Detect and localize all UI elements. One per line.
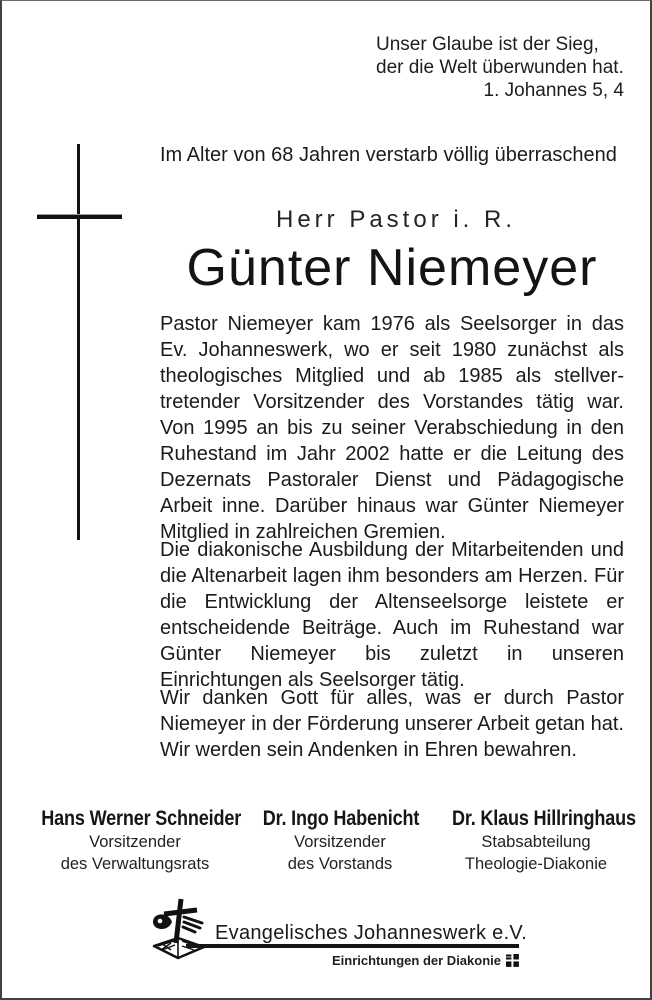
signatory-role: Vorsitzender [89,833,181,851]
logo-rule [186,944,519,948]
intro-text: Im Alter von 68 Jahren verstarb völlig überraschend [160,144,617,166]
memorial-cross-icon [77,144,80,540]
signatory-block [437,807,635,875]
memorial-cross-icon [37,215,122,219]
bible-quote-citation: 1. Johannes 5, 4 [483,80,624,101]
logo-tagline [262,953,519,968]
signatory-role: des Verwaltungsrats [60,855,210,873]
logo-tagline-text: Einrichtungen der Diakonie [331,953,501,968]
signatory-name: Hans Werner Schneider [41,807,242,830]
signatory-role: Theologie-Diakonie [464,855,608,873]
organization-name: Evangelisches Johanneswerk e.V. [215,922,528,944]
obituary-paragraph: Die diakonische Ausbildung der Mitarbeitenden und die Altenarbeit lagen ihm besonders am Herzen. Für die Entwicklung der Altenseelsorge leistete er entscheidende Beiträge. Auch im Ruhestand war Günter Niemeyer bis zuletzt in unseren Einrichtungen als Seelsorger tätig. [160,539,624,691]
signatory-block [25,807,245,875]
signatory-name: Dr. Ingo Habenicht [262,807,420,830]
obituary-paragraph: Wir danken Gott für alles, was er durch Pastor Niemeyer in der Förderung unserer Arbeit getan hat. Wir werden sein Andenken in Ehren bewahren. [160,687,624,761]
signatory-role: Stabsabteilung [481,833,591,851]
cross-book-dove-emblem-icon [148,897,212,965]
diakonie-squares-icon [506,954,519,967]
signatory-block [250,807,430,875]
obituary-paragraph: Pastor Niemeyer kam 1976 als Seelsorger in das Ev. Johanneswerk, wo er seit 1980 zunächst als theologisches Mitglied und ab 1985 als stellvertretender Vorsitzender des Vorstandes tätig war. Von 1995 an bis zu seiner Verabschiedung in den Ruhestand im Jahr 2002 hatte er die Leitung des Dezernats Pastoraler Dienst und Pädagogische Arbeit inne. Darüber hinaus war Günter Niemeyer Mitglied in zahlreichen Gremien. [160,313,624,543]
signatory-name: Dr. Klaus Hillringhaus [451,807,636,830]
bible-quote-line: Unser Glaube ist der Sieg, [376,34,599,55]
signatory-role: des Vorstands [287,855,393,873]
bible-quote [376,34,624,103]
signatory-role: Vorsitzender [294,833,386,851]
deceased-title: Herr Pastor i. R. [275,206,517,233]
deceased-name: Günter Niemeyer [186,239,598,297]
bible-quote-line: der die Welt überwunden hat. [376,56,624,78]
